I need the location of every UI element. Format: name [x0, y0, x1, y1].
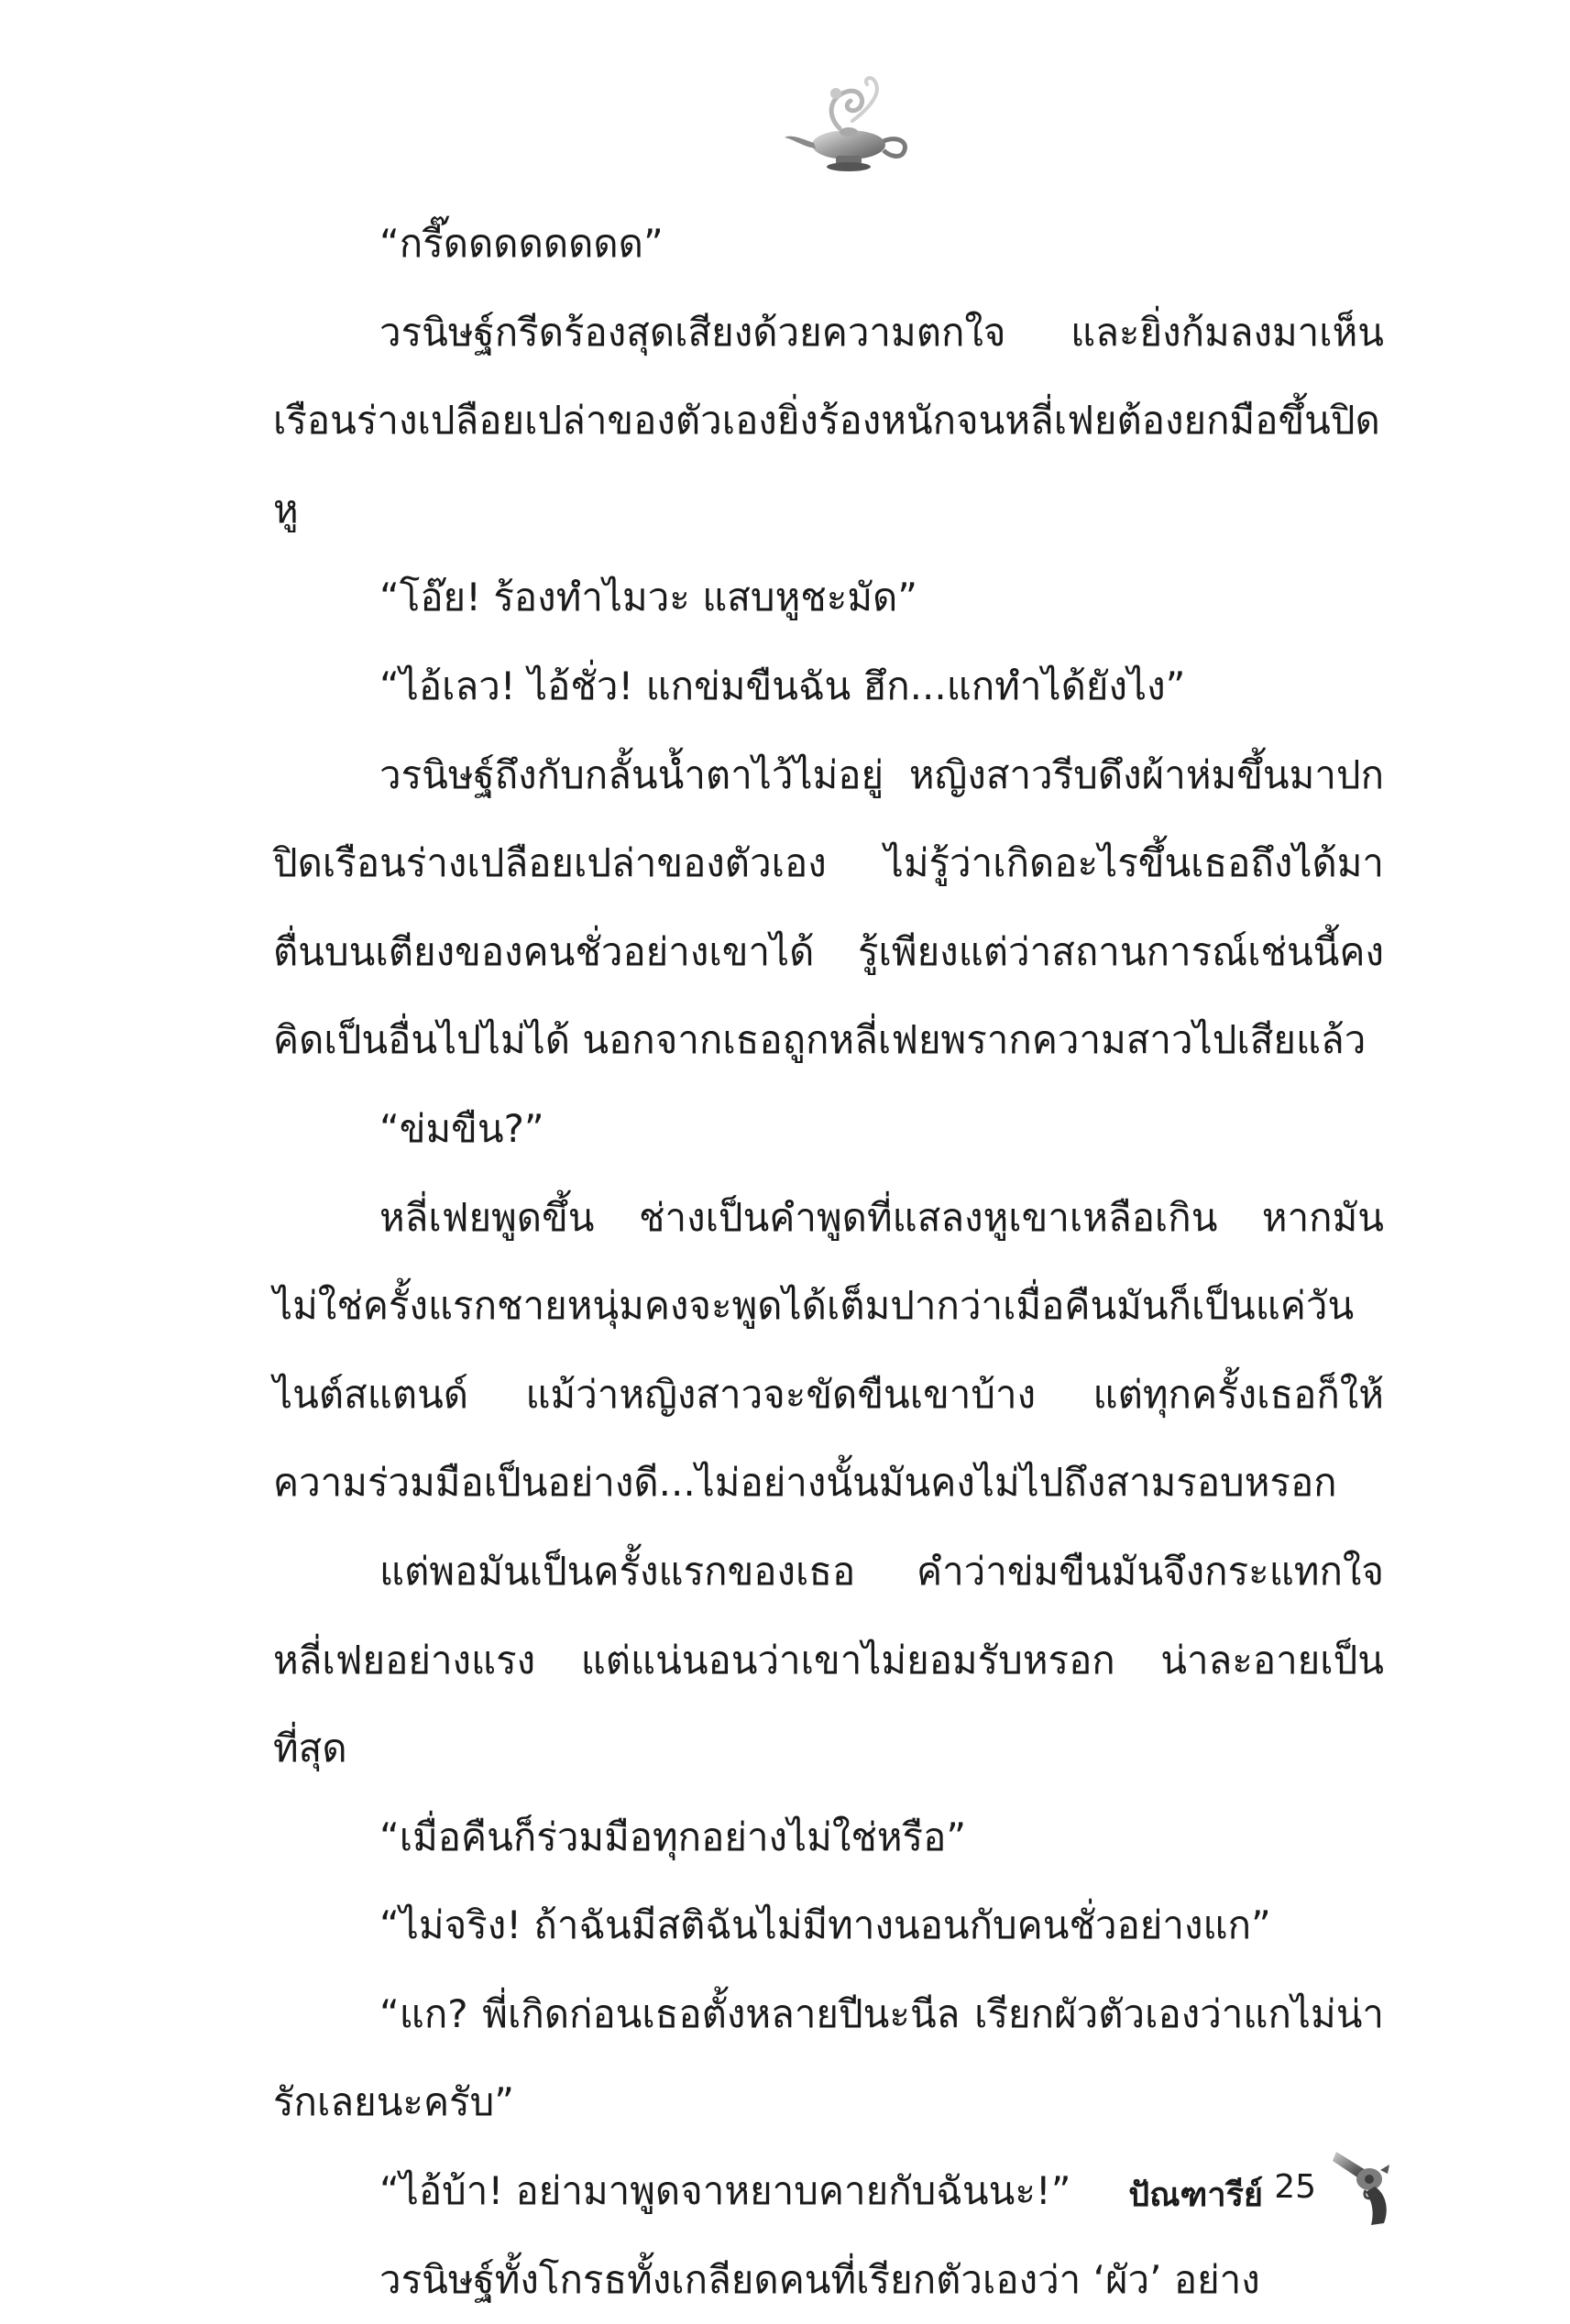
paragraph: “ไม่จริง! ถ้าฉันมีสติฉันไม่มีทางนอนกับคนชั่วอย่างแก” — [379, 1902, 1271, 1948]
revolver-icon — [1329, 2143, 1402, 2227]
paragraph: วรนิษฐ์ถึงกับกลั้นน้ำตาไว้ไม่อยู่ หญิงสาวรีบดึงผ้าห่มขึ้นมาปกปิดเรือนร่างเปลือยเปล่าของตัวเอง ไม่รู้ว่าเกิดอะไรขึ้นเธอถึงได้มาตื่นบนเตียงของคนชั่วอย่างเขาได้ รู้เพียงแต่ว่าสถานการณ์เช่นนี้คงคิดเป็นอื่นไปไม่ได้ นอกจากเธอถูกหลี่เฟยพรากความสาวไปเสียแล้ว — [273, 751, 1384, 1063]
paragraph: “ข่มขืน?” — [379, 1105, 544, 1151]
magic-lamp-icon — [775, 73, 922, 174]
paragraph: วรนิษฐ์กรีดร้องสุดเสียงด้วยความตกใจ และยิ่งก้มลงมาเห็นเรือนร่างเปลือยเปล่าของตัวเองยิ่งร้องหนักจนหลี่เฟยต้องยกมือขึ้นปิดหู — [273, 309, 1384, 532]
paragraph: “ไอ้บ้า! อย่ามาพูดจาหยาบคายกับฉันนะ!” — [379, 2168, 1071, 2214]
paragraph: แต่พอมันเป็นครั้งแรกของเธอ คำว่าข่มขืนมันจึงกระแทกใจหลี่เฟยอย่างแรง แต่แน่นอนว่าเขาไม่ยอมรับหรอก น่าละอายเป็นที่สุด — [273, 1548, 1384, 1771]
page-footer — [1081, 2139, 1411, 2231]
paragraph: “ไอ้เลว! ไอ้ชั่ว! แกข่มขืนฉัน ฮึก...แกทำได้ยังไง” — [379, 663, 1186, 708]
author-name: ปัณฑารีย์ — [1128, 2176, 1263, 2214]
paragraph: หลี่เฟยพูดขึ้น ช่างเป็นคำพูดที่แสลงหูเขาเหลือเกิน หากมันไม่ใช่ครั้งแรกชายหนุ่มคงจะพูดได้เต็มปากว่าเมื่อคืนมันก็เป็นแค่วันไนต์สแตนด์ แม้ว่าหญิงสาวจะขัดขืนเขาบ้าง แต่ทุกครั้งเธอก็ให้ความร่วมมือเป็นอย่างดี...ไม่อย่างนั้นมันคงไม่ไปถึงสามรอบหรอก — [273, 1194, 1384, 1506]
paragraph: “เมื่อคืนก็ร่วมมือทุกอย่างไม่ใช่หรือ” — [379, 1814, 967, 1859]
body-text — [273, 200, 1384, 2324]
paragraph: “โอ๊ย! ร้องทำไมวะ แสบหูชะมัด” — [379, 575, 918, 620]
paragraph: “กรี๊ดดดดดดดด” — [379, 221, 664, 266]
page-number: 25 — [1274, 2168, 1316, 2206]
paragraph: “แก? พี่เกิดก่อนเธอตั้งหลายปีนะนีล เรียกผัวตัวเองว่าแกไม่น่ารักเลยนะครับ” — [273, 1990, 1384, 2125]
paragraph: วรนิษฐ์ทั้งโกรธทั้งเกลียดคนที่เรียกตัวเองว่า ‘ผัว’ อย่าง — [379, 2256, 1260, 2302]
